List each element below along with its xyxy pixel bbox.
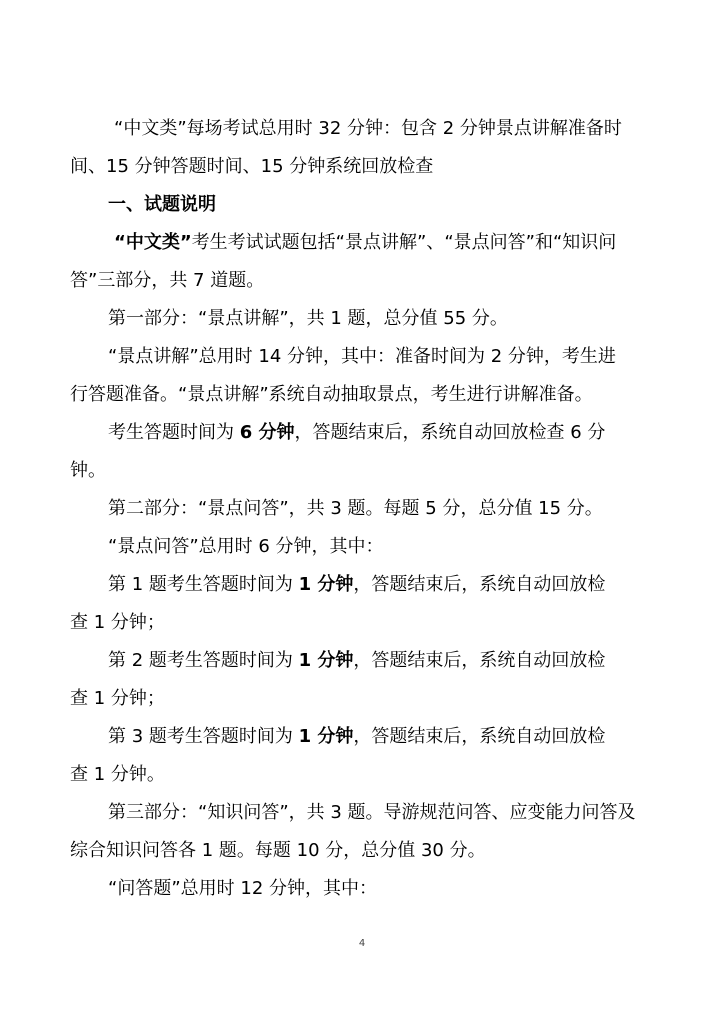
paragraph-part-one-timing: “景点讲解”总用时 14 分钟，其中：准备时间为 2 分钟，考生进 行答题准备。“景点讲解”系统自动抽取景点，考生进行讲解准备。 xyxy=(70,346,616,405)
paragraph-part-two: 第二部分：“景点问答”，共 3 题。每题 5 分，总分值 15 分。 xyxy=(108,498,603,519)
paragraph-question-3: 第 3 题考生答题时间为 1 分钟，答题结束后，系统自动回放检 查 1 分钟。 xyxy=(70,726,606,785)
paragraph-question-overview: “中文类”考生考试试题包括“景点讲解”、“景点问答”和“知识问 答”三部分，共 7 道题。 xyxy=(70,232,617,291)
paragraph-part-three: 第三部分：“知识问答”，共 3 题。导游规范问答、应变能力问答及 综合知识问答各 1 题。每题 10 分，总分值 30 分。 xyxy=(70,802,636,861)
paragraph-part-two-timing: “景点问答”总用时 6 分钟，其中： xyxy=(108,536,384,557)
paragraph-exam-duration: “中文类”每场考试总用时 32 分钟：包含 2 分钟景点讲解准备时 间、15 分钟答题时间、15 分钟系统回放检查 xyxy=(70,118,622,177)
paragraph-part-three-timing: “问答题”总用时 12 分钟，其中： xyxy=(108,878,377,899)
page-number: 4 xyxy=(358,938,366,949)
paragraph-question-1: 第 1 题考生答题时间为 1 分钟，答题结束后，系统自动回放检 查 1 分钟； xyxy=(70,574,606,633)
paragraph-answer-time: 考生答题时间为 6 分钟，答题结束后，系统自动回放检查 6 分 钟。 xyxy=(70,422,606,481)
section-heading: 一、试题说明 xyxy=(108,194,216,215)
paragraph-part-one: 第一部分：“景点讲解”，共 1 题，总分值 55 分。 xyxy=(108,308,508,329)
paragraph-question-2: 第 2 题考生答题时间为 1 分钟，答题结束后，系统自动回放检 查 1 分钟； xyxy=(70,650,606,709)
